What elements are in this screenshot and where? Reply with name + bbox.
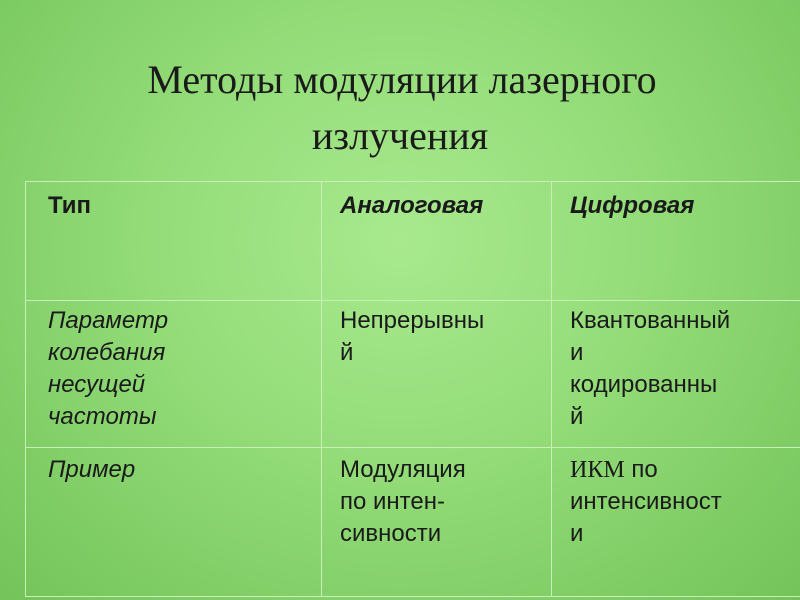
row-label-line: колебания — [48, 339, 166, 366]
digital-value-line: й — [570, 403, 584, 430]
analog-value-cell — [322, 448, 552, 597]
digital-value-line: Квантованный — [570, 307, 731, 334]
analog-value-line: Модуляция — [340, 456, 466, 483]
analog-value-line: й — [340, 339, 354, 366]
header-cell-analog — [322, 182, 552, 301]
row-label-line: Параметр — [48, 307, 169, 334]
slide-title — [0, 52, 800, 164]
ikm-abbreviation: ИКМ — [570, 457, 625, 483]
title-line-2: излучения — [311, 113, 489, 158]
digital-value-cell — [552, 301, 800, 448]
row-label-line: Пример — [48, 456, 136, 483]
analog-value-line: сивности — [340, 520, 442, 547]
header-type-label: Тип — [48, 192, 91, 219]
analog-value-cell — [322, 301, 552, 448]
row-label-cell — [26, 301, 322, 448]
header-cell-digital — [552, 182, 800, 301]
table-row-example — [26, 448, 800, 597]
analog-value-line: по интен- — [340, 488, 445, 515]
digital-value-suffix: по — [624, 456, 658, 483]
header-analog-label: Аналоговая — [340, 192, 484, 219]
row-label-line: частоты — [48, 403, 157, 430]
digital-value-line: интенсивност — [570, 488, 722, 515]
table-row-parameter — [26, 301, 800, 448]
header-cell-type — [26, 182, 322, 301]
digital-value-line — [570, 454, 795, 486]
row-label-line: несущей — [48, 371, 146, 398]
analog-value-line: Непрерывны — [340, 307, 485, 334]
digital-value-line: кодированны — [570, 371, 718, 398]
header-digital-label: Цифровая — [570, 192, 695, 219]
row-label-cell — [26, 448, 322, 597]
title-line-1: Методы модуляции лазерного — [147, 57, 657, 102]
table-header-row — [26, 182, 800, 301]
digital-value-line: и — [570, 339, 584, 366]
digital-value-line: и — [570, 520, 584, 547]
modulation-methods-table — [25, 181, 800, 597]
digital-value-cell — [552, 448, 800, 597]
